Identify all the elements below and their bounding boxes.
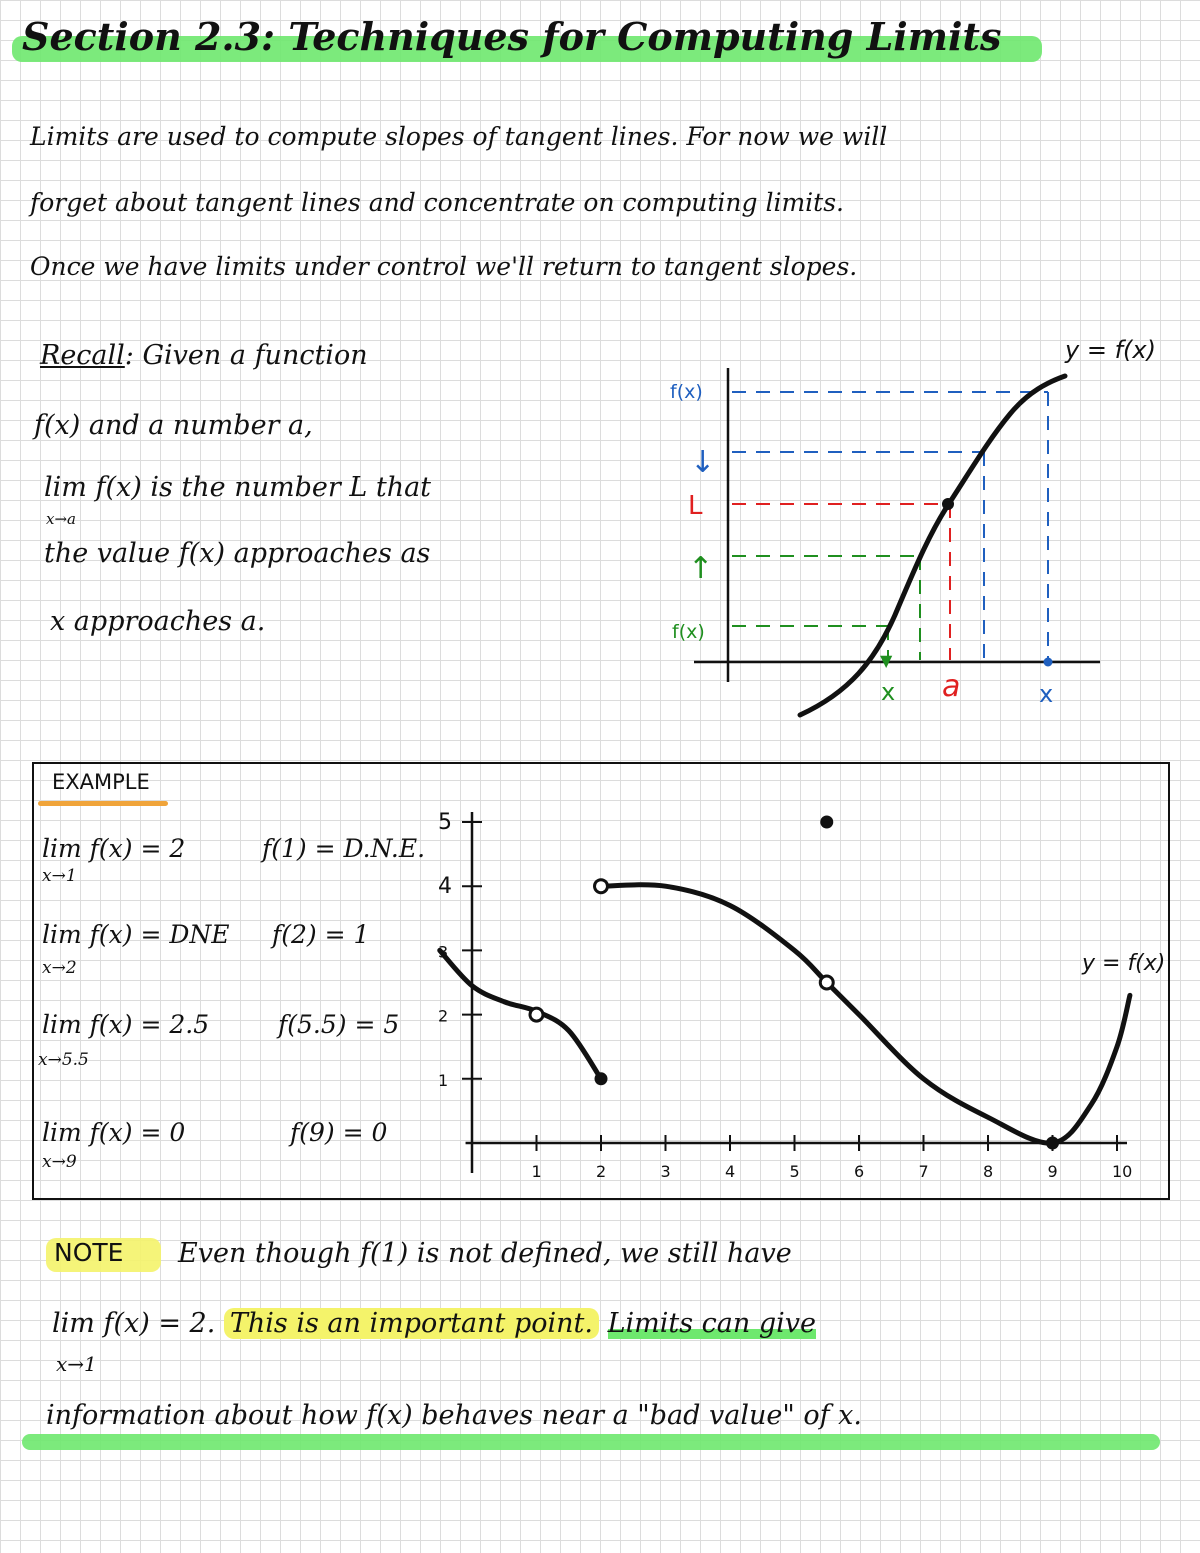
- note-important-highlight: [224, 1308, 599, 1339]
- x-tick-label-2: 2: [596, 1162, 607, 1181]
- x-tick-label-3: 3: [660, 1162, 671, 1181]
- x-tick-label-1: 1: [531, 1162, 542, 1181]
- x-tick-label-4: 4: [725, 1162, 736, 1181]
- open-point-1: [530, 1008, 543, 1021]
- example-row-1-lim: lim f(x) = 2: [42, 834, 186, 863]
- label-x-right: x: [1039, 680, 1054, 708]
- x-tick-label-7: 7: [918, 1162, 929, 1181]
- note-line-2: [52, 1308, 816, 1339]
- note-important: This is an important point.: [229, 1308, 593, 1339]
- example-row-3-sub: x→5.5: [38, 1050, 89, 1070]
- intro-line-1: Limits are used to compute slopes of tangent lines. For now we will: [30, 122, 888, 151]
- label-x-left: x: [881, 678, 896, 706]
- note-line-1: Even though f(1) is not defined, we still have: [178, 1238, 792, 1269]
- y-tick-label-2: 2: [438, 1006, 449, 1026]
- example-label-underline: [38, 801, 168, 806]
- recall-line-5: x approaches a.: [50, 606, 266, 637]
- label-fx-top: f(x): [670, 381, 703, 403]
- example-row-2-sub: x→2: [42, 958, 77, 978]
- example-row-1-sub: x→1: [42, 866, 77, 886]
- closed-point-6: [1046, 1137, 1059, 1150]
- limit-diagram: [650, 320, 1190, 730]
- note-label: NOTE: [54, 1238, 124, 1267]
- y-tick-label-3: 3: [438, 942, 449, 962]
- intro-line-3: Once we have limits under control we'll return to tangent slopes.: [30, 252, 858, 281]
- diagram-curve: [800, 376, 1065, 715]
- open-point-3: [595, 880, 608, 893]
- note-line-2-end: Limits can give: [607, 1308, 816, 1339]
- label-fx-bottom: f(x): [672, 621, 705, 643]
- green-guides: [732, 556, 920, 660]
- x-tick-label-10: 10: [1112, 1162, 1133, 1181]
- recall-line-1: [40, 340, 368, 371]
- note-line-3: information about how f(x) behaves near a "bad value" of x.: [46, 1400, 862, 1431]
- example-curve-label: y = f(x): [1082, 951, 1165, 976]
- recall-line-3: lim f(x) is the number L that: [44, 472, 432, 503]
- example-row-1-value: f(1) = D.N.E.: [262, 834, 426, 863]
- example-curve-piece-2: [601, 885, 1130, 1143]
- arrow-down-small-icon: ▼: [880, 651, 893, 670]
- y-tick-label-1: 1: [438, 1070, 449, 1090]
- page-title: Section 2.3: Techniques for Computing Limits: [22, 14, 1002, 59]
- note-line-2-sub: x→1: [56, 1352, 97, 1376]
- example-row-4-value: f(9) = 0: [290, 1118, 388, 1147]
- recall-line-4: the value f(x) approaches as: [44, 538, 431, 569]
- closed-point-2: [595, 1072, 608, 1085]
- diagram-point-x-right: [1044, 658, 1053, 667]
- example-row-4-lim: lim f(x) = 0: [42, 1118, 186, 1147]
- arrow-down-icon: ↓: [690, 445, 716, 480]
- y-tick-label-4: 4: [438, 874, 452, 900]
- x-tick-label-9: 9: [1047, 1162, 1058, 1181]
- x-tick-label-5: 5: [789, 1162, 800, 1181]
- example-row-3-value: f(5.5) = 5: [278, 1010, 400, 1039]
- example-row-2-value: f(2) = 1: [272, 920, 370, 949]
- label-a: a: [942, 669, 961, 704]
- red-guides: [732, 504, 950, 660]
- example-row-3-lim: lim f(x) = 2.5: [42, 1010, 210, 1039]
- example-row-4-sub: x→9: [42, 1152, 77, 1172]
- recall-line-1-text: : Given a function: [124, 340, 368, 371]
- label-l: L: [688, 491, 703, 521]
- arrow-up-icon: ↑: [688, 551, 714, 586]
- closed-point-5: [820, 816, 833, 829]
- example-label: EXAMPLE: [52, 770, 150, 794]
- curve-label: y = f(x): [1065, 336, 1156, 364]
- example-row-2-lim: lim f(x) = DNE: [42, 920, 230, 949]
- intro-line-2: forget about tangent lines and concentrate on computing limits.: [30, 188, 844, 217]
- recall-line-2: f(x) and a number a,: [34, 410, 313, 441]
- note-line-3-highlight: [22, 1434, 1160, 1450]
- recall-line-3-sub: x→a: [46, 510, 76, 528]
- note-line-2-lim: lim f(x) = 2.: [52, 1308, 216, 1339]
- open-point-4: [820, 976, 833, 989]
- diagram-point-a-l: [942, 498, 954, 510]
- x-tick-label-6: 6: [854, 1162, 865, 1181]
- y-tick-label-5: 5: [438, 810, 452, 835]
- x-tick-label-8: 8: [983, 1162, 994, 1181]
- example-chart: [420, 800, 1165, 1195]
- recall-label: Recall: [40, 340, 125, 371]
- blue-guides: [732, 392, 1048, 660]
